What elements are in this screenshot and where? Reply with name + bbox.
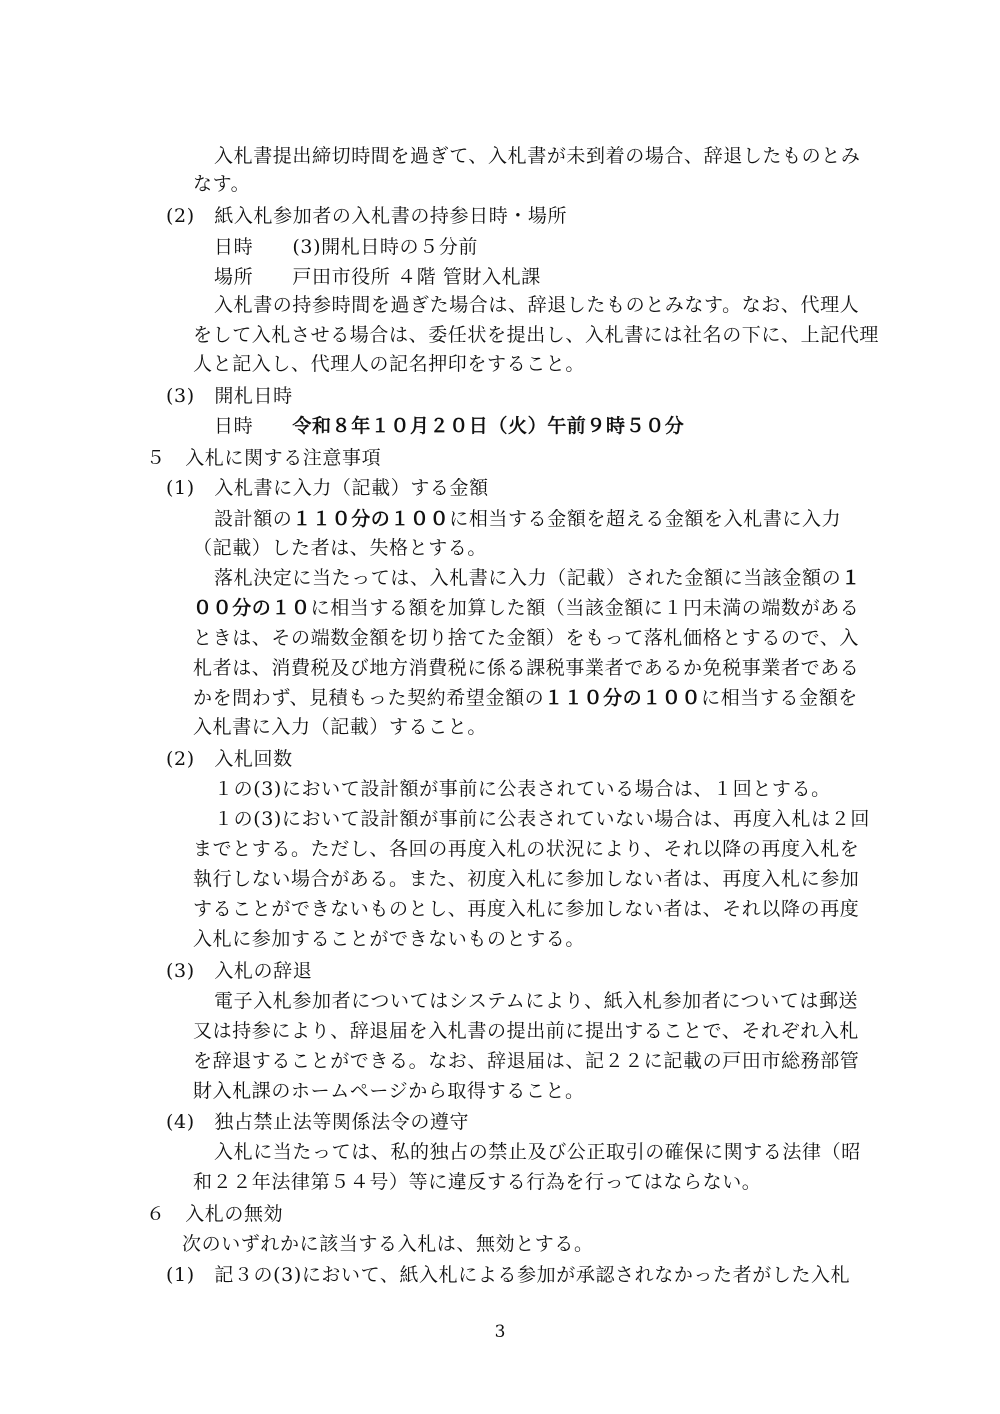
body-text-line: 入札に当たっては、私的独占の禁止及び公正取引の確保に関する法律（昭 [214, 1141, 861, 1163]
section-heading: ６ 入札の無効 [146, 1203, 284, 1225]
body-text-line: 人と記入し、代理人の記名押印をすること。 [193, 353, 586, 375]
body-text-line: 又は持参により、辞退届を入札書の提出前に提出することで、それぞれ入札 [193, 1020, 860, 1042]
body-text-line: 入札書に入力（記載）すること。 [193, 716, 488, 738]
body-text-line: １の(3)において設計額が事前に公表されていない場合は、再度入札は２回 [214, 808, 870, 830]
subsection-heading: (4) 独占禁止法等関係法令の遵守 [166, 1111, 470, 1133]
body-text-line: （記載）した者は、失格とする。 [193, 537, 488, 559]
body-text-line: 電子入札参加者についてはシステムにより、紙入札参加者については郵送 [214, 990, 859, 1012]
emphasis-text: １１０分の１００ [544, 687, 702, 709]
opening-datetime: 令和８年１０月２０日（火）午前９時５０分 [292, 415, 685, 437]
body-text-line: を辞退することができる。なお、辞退届は、記２２に記載の戸田市総務部管 [193, 1050, 860, 1072]
body-text-line: 和２２年法律第５４号）等に違反する行為を行ってはならない。 [193, 1171, 762, 1193]
subsection-heading: (1) 入札書に入力（記載）する金額 [166, 477, 489, 499]
body-text-line: ００分の１０に相当する額を加算した額（当該金額に１円未満の端数がある [193, 597, 860, 619]
body-text-line: をして入札させる場合は、委任状を提出し、入札書には社名の下に、上記代理 [193, 324, 880, 346]
body-text-line: １の(3)において設計額が事前に公表されている場合は、１回とする。 [214, 778, 831, 800]
body-text-line: までとする。ただし、各回の再度入札の状況により、それ以降の再度入札を [193, 838, 860, 860]
body-text-line: かを問わず、見積もった契約希望金額の１１０分の１００に相当する金額を [193, 687, 858, 709]
body-text-line: 財入札課のホームページから取得すること。 [193, 1080, 585, 1102]
body-text-line: 執行しない場合がある。また、初度入札に参加しない者は、再度入札に参加 [193, 868, 860, 890]
body-text-line: 場所 戸田市役所 ４階 管財入札課 [214, 266, 541, 288]
body-text-line: 日時 (3)開札日時の５分前 [214, 236, 478, 258]
body-text-line: 入札に参加することができないものとする。 [193, 928, 586, 950]
section-heading: ５ 入札に関する注意事項 [146, 447, 382, 469]
body-text-line: 入札書提出締切時間を過ぎて、入札書が未到着の場合、辞退したものとみ [214, 145, 861, 167]
emphasis-text: １１０分の１００ [292, 508, 450, 530]
emphasis-text: １ [841, 567, 861, 589]
page-number: 3 [494, 1322, 506, 1342]
body-text-line: 次のいずれかに該当する入札は、無効とする。 [182, 1233, 594, 1255]
body-text-line [214, 415, 684, 437]
emphasis-text: ００分の１０ [193, 597, 311, 619]
subsection-heading: (3) 入札の辞退 [166, 960, 313, 982]
subsection-heading: (3) 開札日時 [166, 385, 293, 407]
body-text-line: ときは、その端数金額を切り捨てた金額）をもって落札価格とするので、入 [193, 627, 860, 649]
body-text-line: なす。 [193, 173, 251, 195]
subsection-heading: (2) 入札回数 [166, 748, 293, 770]
body-text-line: することができないものとし、再度入札に参加しない者は、それ以降の再度 [193, 898, 860, 920]
subsection-heading: (1) 記３の(3)において、紙入札による参加が承認されなかった者がした入札 [166, 1264, 851, 1286]
label-text: 日時 [214, 415, 293, 437]
body-text-line: 札者は、消費税及び地方消費税に係る課税事業者であるか免税事業者である [193, 657, 860, 679]
body-text-line: 入札書の持参時間を過ぎた場合は、辞退したものとみなす。なお、代理人 [214, 294, 860, 316]
body-text-line: 設計額の１１０分の１００に相当する金額を超える金額を入札書に入力 [214, 508, 842, 530]
subsection-heading: (2) 紙入札参加者の入札書の持参日時・場所 [166, 205, 568, 227]
body-text-line: 落札決定に当たっては、入札書に入力（記載）された金額に当該金額の１ [214, 567, 861, 589]
